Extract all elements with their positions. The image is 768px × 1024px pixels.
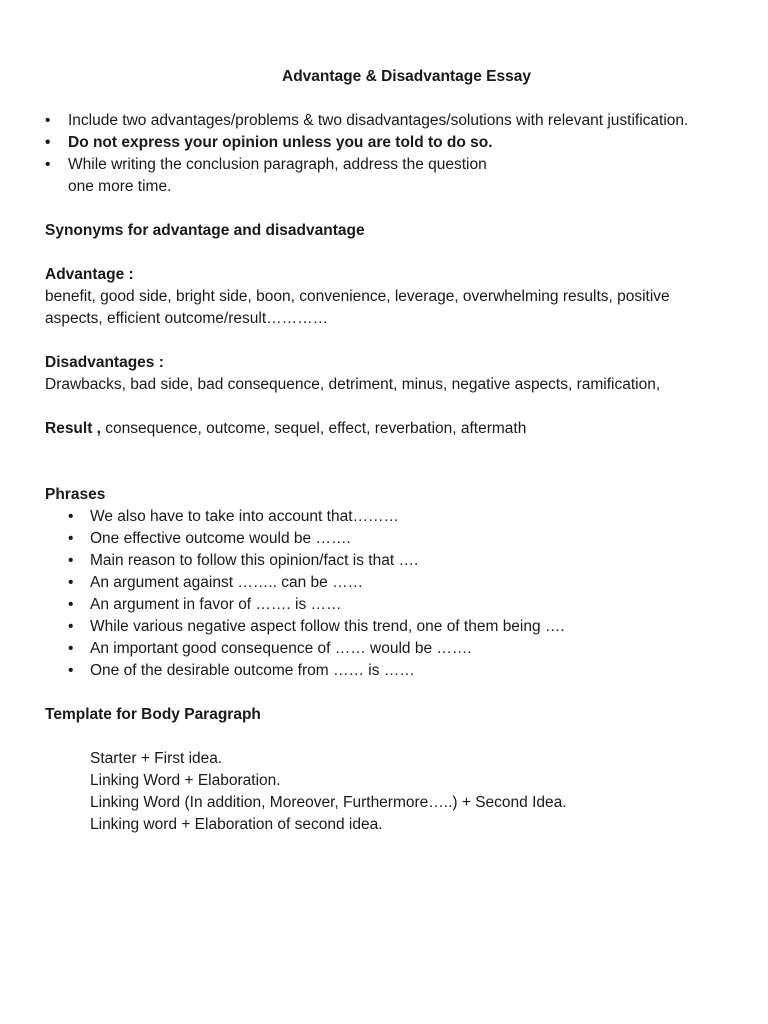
spacer [45,726,728,748]
phrase-item: • An important good consequence of …… would be ……. [90,638,728,660]
result-label: Result , [45,420,101,437]
phrases-list [45,506,728,682]
template-heading: Template for Body Paragraph [45,706,261,723]
spacer [45,682,728,704]
advantage-label: Advantage : [45,266,134,283]
disadvantages-synonyms: Drawbacks, bad side, bad consequence, detriment, minus, negative aspects, ramification, [45,376,661,393]
spacer [45,462,728,484]
disadvantages-label: Disadvantages : [45,354,164,371]
page-title: Advantage & Disadvantage Essay [282,68,531,85]
template-line: Linking word + Elaboration of second idea. [90,816,383,833]
rule-item: • Include two advantages/problems & two disadvantages/solutions with relevant justification. [45,110,728,132]
template-line: Linking Word (In addition, Moreover, Furthermore…..) + Second Idea. [90,794,567,811]
phrases-heading: Phrases [45,486,106,503]
phrase-item: • We also have to take into account that……… [90,506,728,528]
advantage-synonyms: benefit, good side, bright side, boon, convenience, leverage, overwhelming results, positive aspects, efficient outcome/result………… [45,288,670,327]
result-line [45,418,728,440]
spacer [45,330,728,352]
rules-list [45,110,728,198]
spacer [45,440,728,462]
spacer [45,242,728,264]
spacer [45,198,728,220]
rule-item: • Do not express your opinion unless you are told to do so. [45,132,728,154]
phrase-item: • An argument against …….. can be …… [90,572,728,594]
synonyms-heading: Synonyms for advantage and disadvantage [45,222,365,239]
template-line: Starter + First idea. [90,750,223,767]
phrase-item: • One of the desirable outcome from …… is …… [90,660,728,682]
spacer [45,396,728,418]
template-line: Linking Word + Elaboration. [90,772,281,789]
phrase-item: • Main reason to follow this opinion/fact is that …. [90,550,728,572]
template-lines [45,748,728,836]
phrase-item: • An argument in favor of ……. is …… [90,594,728,616]
phrase-item: • One effective outcome would be ……. [90,528,728,550]
rule-text: While writing the conclusion paragraph, address the question one more time. [68,156,487,195]
result-synonyms: consequence, outcome, sequel, effect, reverbation, aftermath [100,420,527,437]
rule-item [45,154,508,198]
phrase-item: • While various negative aspect follow this trend, one of them being …. [90,616,728,638]
